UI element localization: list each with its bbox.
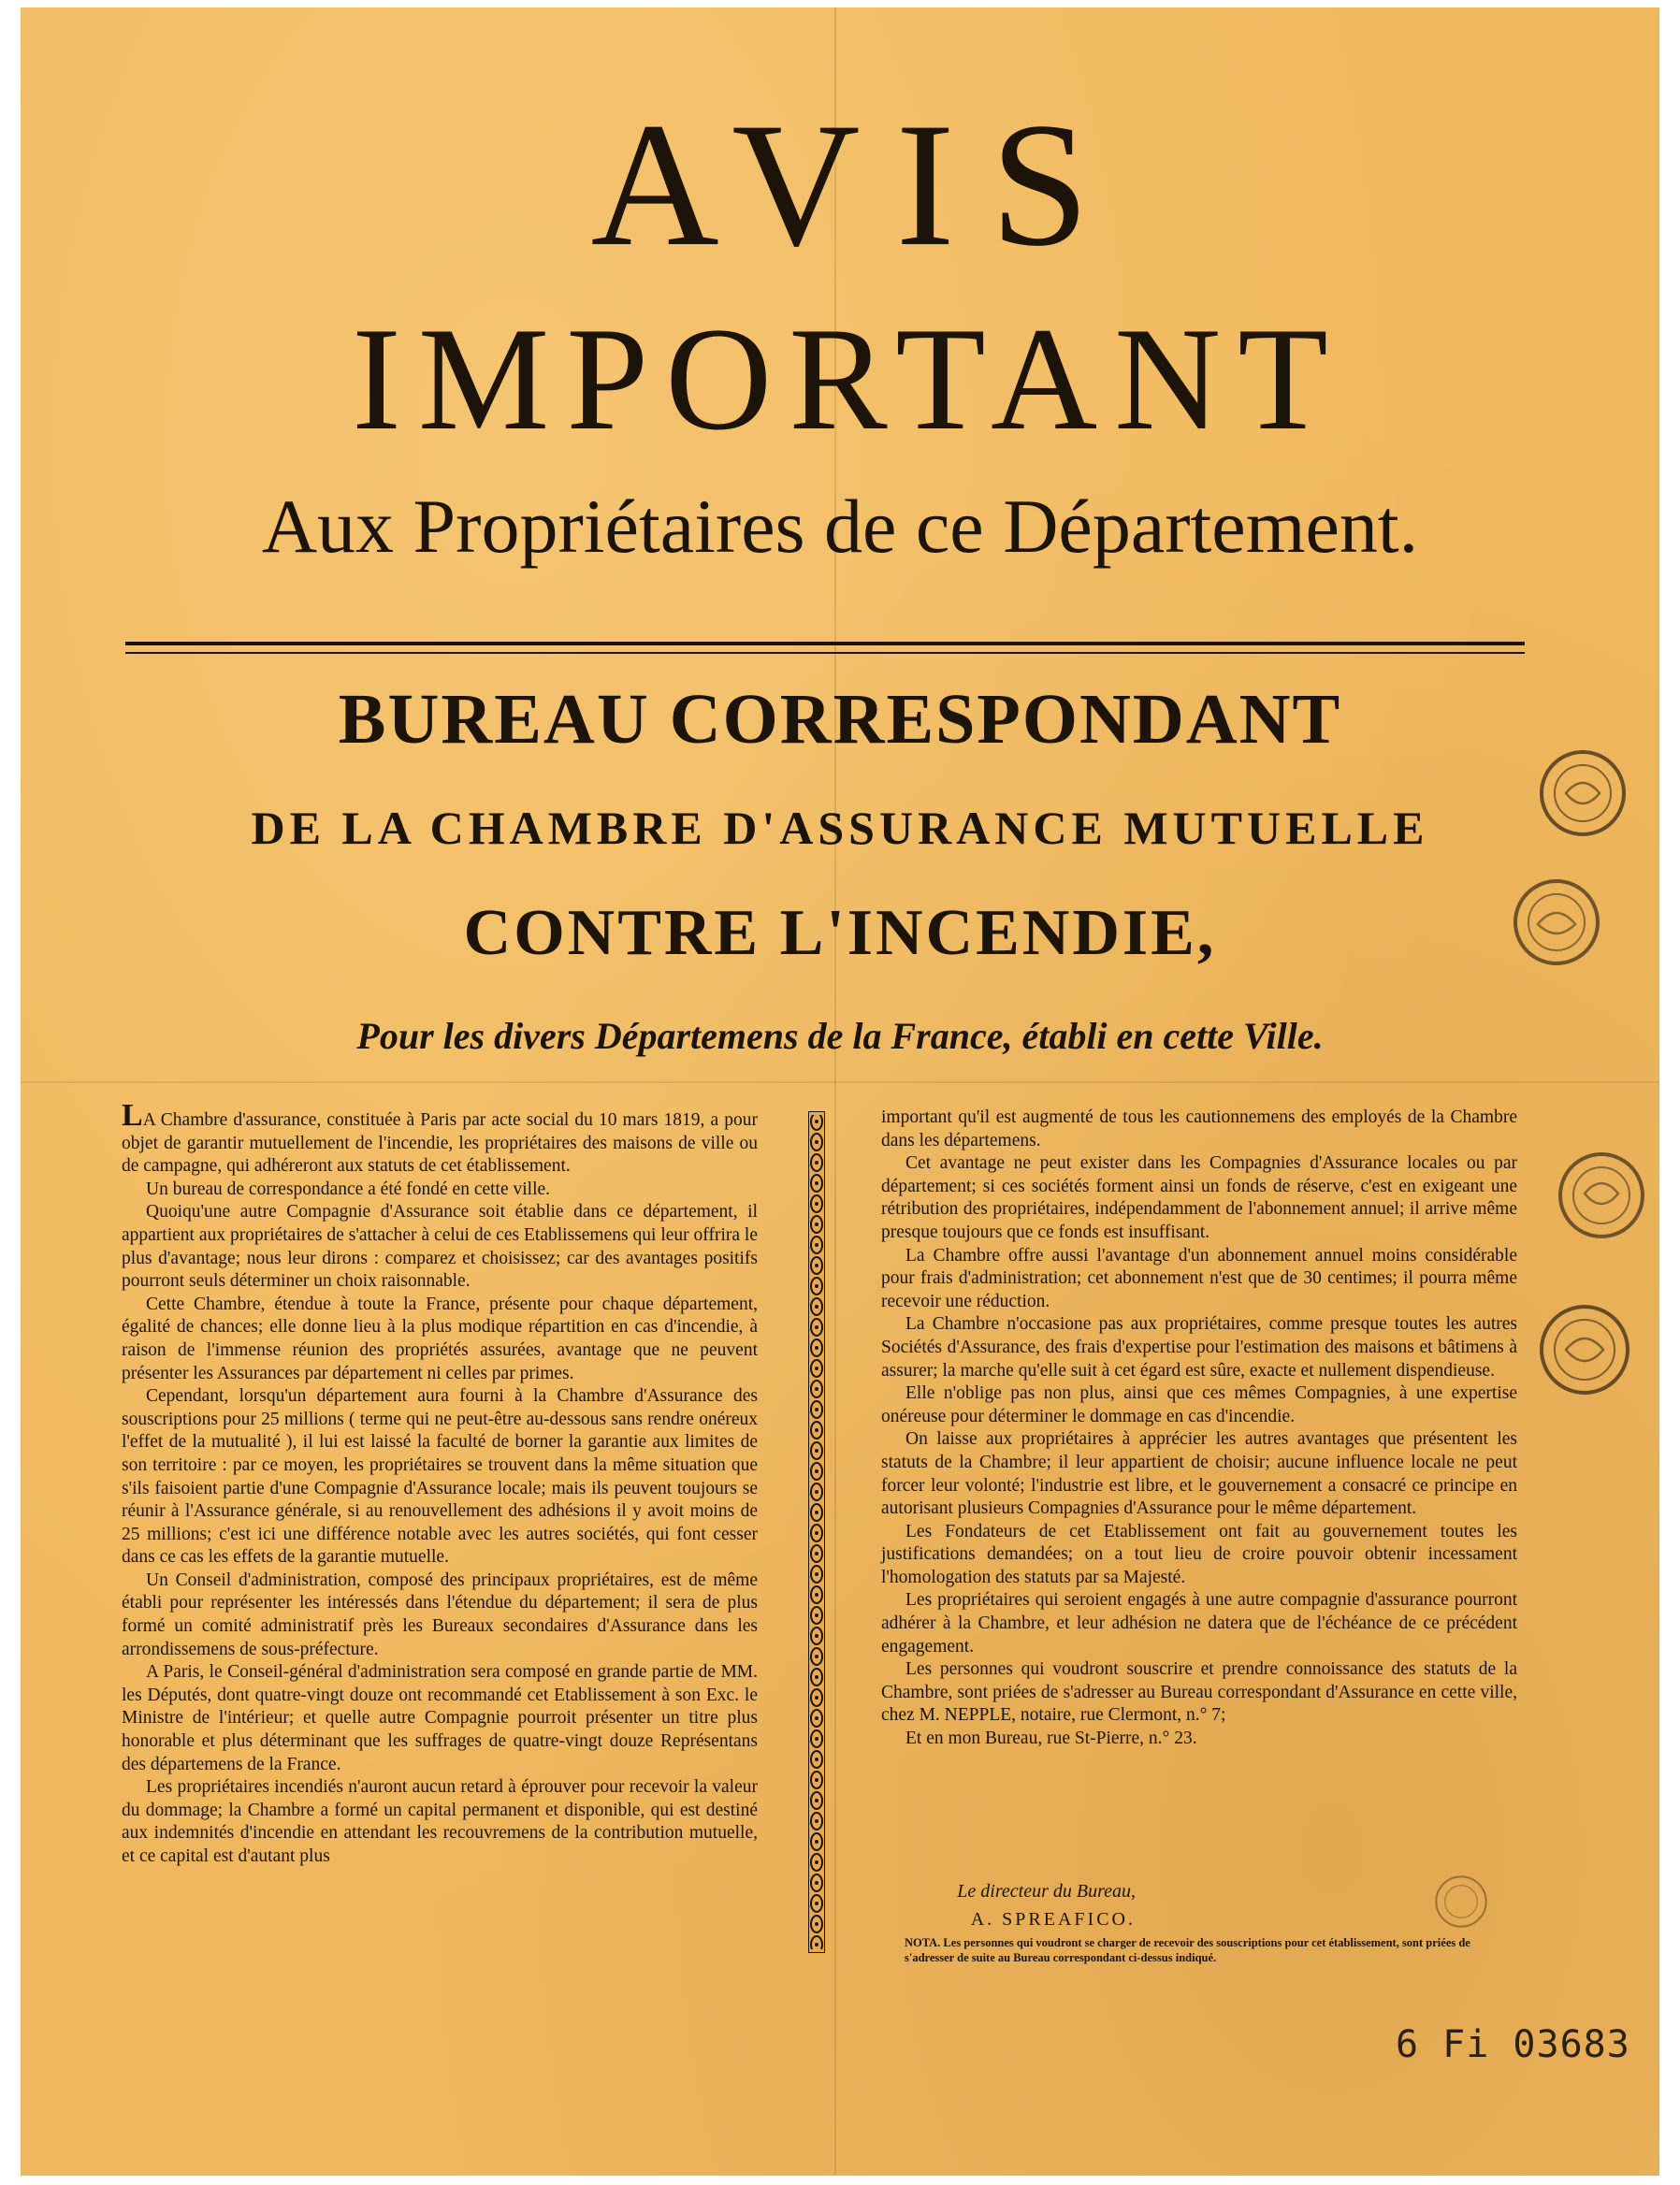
fold-line-horizontal [21, 1081, 1659, 1083]
paragraph: La Chambre n'occasione pas aux propriétaires, comme presque toutes les autres Sociétés d'Assurance, des frais d'expertise pour l'estimation des maisons et bâtimens à assurer; la marche qu'elle suit à cet égard est sûre, exacte et nullement dispendieuse. [881, 1314, 1517, 1381]
paragraph: Les personnes qui voudront souscrire et prendre connoissance des statuts de la Chambre, sont priées de s'adresser au Bureau correspondant d'Assurance en cette ville, chez M. NEPPLE, notaire, rue Clermont, n.° 7; [881, 1659, 1517, 1726]
paragraph: Cette Chambre, étendue à toute la France, présente pour chaque département, égalité de chances; elle donne lieu à la plus modique répartition en cas d'incendie, à raison de l'immense réunion des propriétés assurées, avantage que ne peuvent présenter les Assurances par département ni celles par primes. [122, 1294, 758, 1383]
paragraph: important qu'il est augmenté de tous les cautionnemens des employés de la Chambre dans les départemens. [881, 1107, 1517, 1150]
paragraph: Un Conseil d'administration, composé des principaux propriétaires, est de même établi pour représenter les intéressés dans l'étendue du département; il sera de plus formé un comité administratif près les Bureaux secondaires d'Assurance dans les arrondissemens de sous-préfecture. [122, 1570, 758, 1659]
heading-chambre: DE LA CHAMBRE D'ASSURANCE MUTUELLE [251, 802, 1429, 854]
paragraph: Cet avantage ne peut exister dans les Compagnies d'Assurance locales ou par département; si ces sociétés forment ainsi un fonds de réserve, c'est en exigeant une rétribution des propriétaires, indépendamment de l'abonnement annuel; il arrive même presque toujours que ce fonds est insuffisant. [881, 1153, 1517, 1242]
paragraph: Elle n'oblige pas non plus, ainsi que ces mêmes Compagnies, à une expertise onéreuse pour déterminer le dommage en cas d'incendie. [881, 1383, 1517, 1426]
archive-stamp [1527, 737, 1639, 849]
paragraph: On laisse aux propriétaires à apprécier les autres avantages que présentent les statuts de la Chambre; il leur appartient de choisir; aucune influence locale ne peut forcer leur volonté; l'industrie est libre, et le gouvernement a consacré ce principe en autorisant plusieurs Compagnies d'Assurance pour le même département. [881, 1429, 1517, 1519]
text-column-left [122, 1098, 758, 1948]
paragraph [122, 1098, 758, 1179]
paragraph: A Paris, le Conseil-général d'administration sera composé en grande partie de MM. les Députés, dont quatre-vingt douze ont recommandé cet Etablissement à son Exc. le Ministre de l'intérieur; et quelle autre Compagnie pourroit présenter un titre plus honorable et plus déterminant que les suffrages de quatre-vingt douze Représentans des départemens de la France. [122, 1662, 758, 1774]
paragraph: Et en mon Bureau, rue St-Pierre, n.° 23. [905, 1729, 1197, 1749]
drop-cap: L [122, 1098, 143, 1133]
paragraph: Cependant, lorsqu'un département aura fourni à la Chambre d'Assurance des souscriptions pour 25 millions ( terme qui ne peut-être au-dessous sans rendre onéreux l'effet de la mutualité ), il lui est laissé la faculté de borner la garantie aux limites de son territoire : par ce moyen, les propriétaires se trouvent dans la même situation que s'ils faisoient partie d'une Compagnie d'Assurance locale; mais ils peuvent toujours se réunir à l'Assurance générale, si au renouvellement des adhésions il y avoit moins de 25 millions; c'est ici une différence notable avec les autres sociétés, qui font cesser dans ce cas les effets de la garantie mutuelle. [122, 1386, 758, 1568]
nota-footnote: NOTA. Les personnes qui voudront se charger de recevoir des souscriptions pour cet établissement, sont priées de s'adresser de suite au Bureau correspondant ci-dessus indiqué. [905, 1936, 1470, 1964]
archive-stamp [1545, 1139, 1658, 1252]
paragraph-text: A Chambre d'assurance, constituée à Paris par acte social du 10 mars 1819, a pour objet de garantir mutuellement de l'incendie, les propriétaires des maisons de ville ou de campagne, qui adhéreront aux statuts de cet établissement. [122, 1110, 758, 1177]
archive-stamp [1424, 1864, 1499, 1939]
ornamental-column-border [808, 1111, 825, 1953]
archive-reference: 6 Fi 03683 [1396, 2023, 1630, 2066]
paragraph: Les Fondateurs de cet Etablissement ont fait au gouvernement toutes les justifications demandées; on a tout lieu de croire pouvoir obtenir incessament l'homologation des statuts par sa Majesté. [881, 1521, 1517, 1587]
paragraph: Quoiqu'une autre Compagnie d'Assurance soit établie dans ce département, il appartient aux propriétaires de s'attacher à celui de ces Etablissemens qui leur offrira le plus d'avantage; nous leur dirons : comparez et choisissez; car des avantages positifs pourront seuls déterminer un choix raisonnable. [122, 1202, 758, 1292]
signature-title: Le directeur du Bureau, [957, 1881, 1136, 1902]
heading-departemens: Pour les divers Départemens de la France, établi en cette Ville. [356, 1015, 1324, 1057]
paragraph: Un bureau de correspondance a été fondé en cette ville. [146, 1179, 551, 1199]
paragraph: Les propriétaires incendiés n'auront aucun retard à éprouver pour recevoir la valeur du dommage; la Chambre a formé un capital permanent et disponible, qui est destiné aux indemnités d'incendie en attendant les recouvremens de la contribution mutuelle, et ce capital est d'autant plus [122, 1777, 758, 1866]
paragraph: Les propriétaires qui seroient engagés à une autre compagnie d'assurance pourront adhérer à la Chambre, et leur adhésion ne datera que de l'échéance de ce précédent engagement. [881, 1590, 1517, 1657]
archive-stamp [1500, 866, 1613, 978]
text-column-right [881, 1107, 1517, 1948]
signature-name: A. SPREAFICO. [970, 1909, 1136, 1930]
archive-stamp [1528, 1294, 1641, 1406]
heading-bureau: BUREAU CORRESPONDANT [338, 680, 1342, 759]
subtitle-proprietaires: Aux Propriétaires de ce Département. [261, 484, 1419, 569]
heading-incendie: CONTRE L'INCENDIE, [463, 897, 1217, 969]
title-avis: AVIS [590, 87, 1125, 283]
paragraph: La Chambre offre aussi l'avantage d'un abonnement annuel moins considérable pour frais d'administration; cet abonnement n'est que de 30 centimes; il pourra même recevoir une réduction. [881, 1245, 1517, 1311]
double-rule-divider [125, 642, 1525, 654]
title-important: IMPORTANT [352, 297, 1345, 461]
poster-sheet [21, 7, 1659, 2176]
